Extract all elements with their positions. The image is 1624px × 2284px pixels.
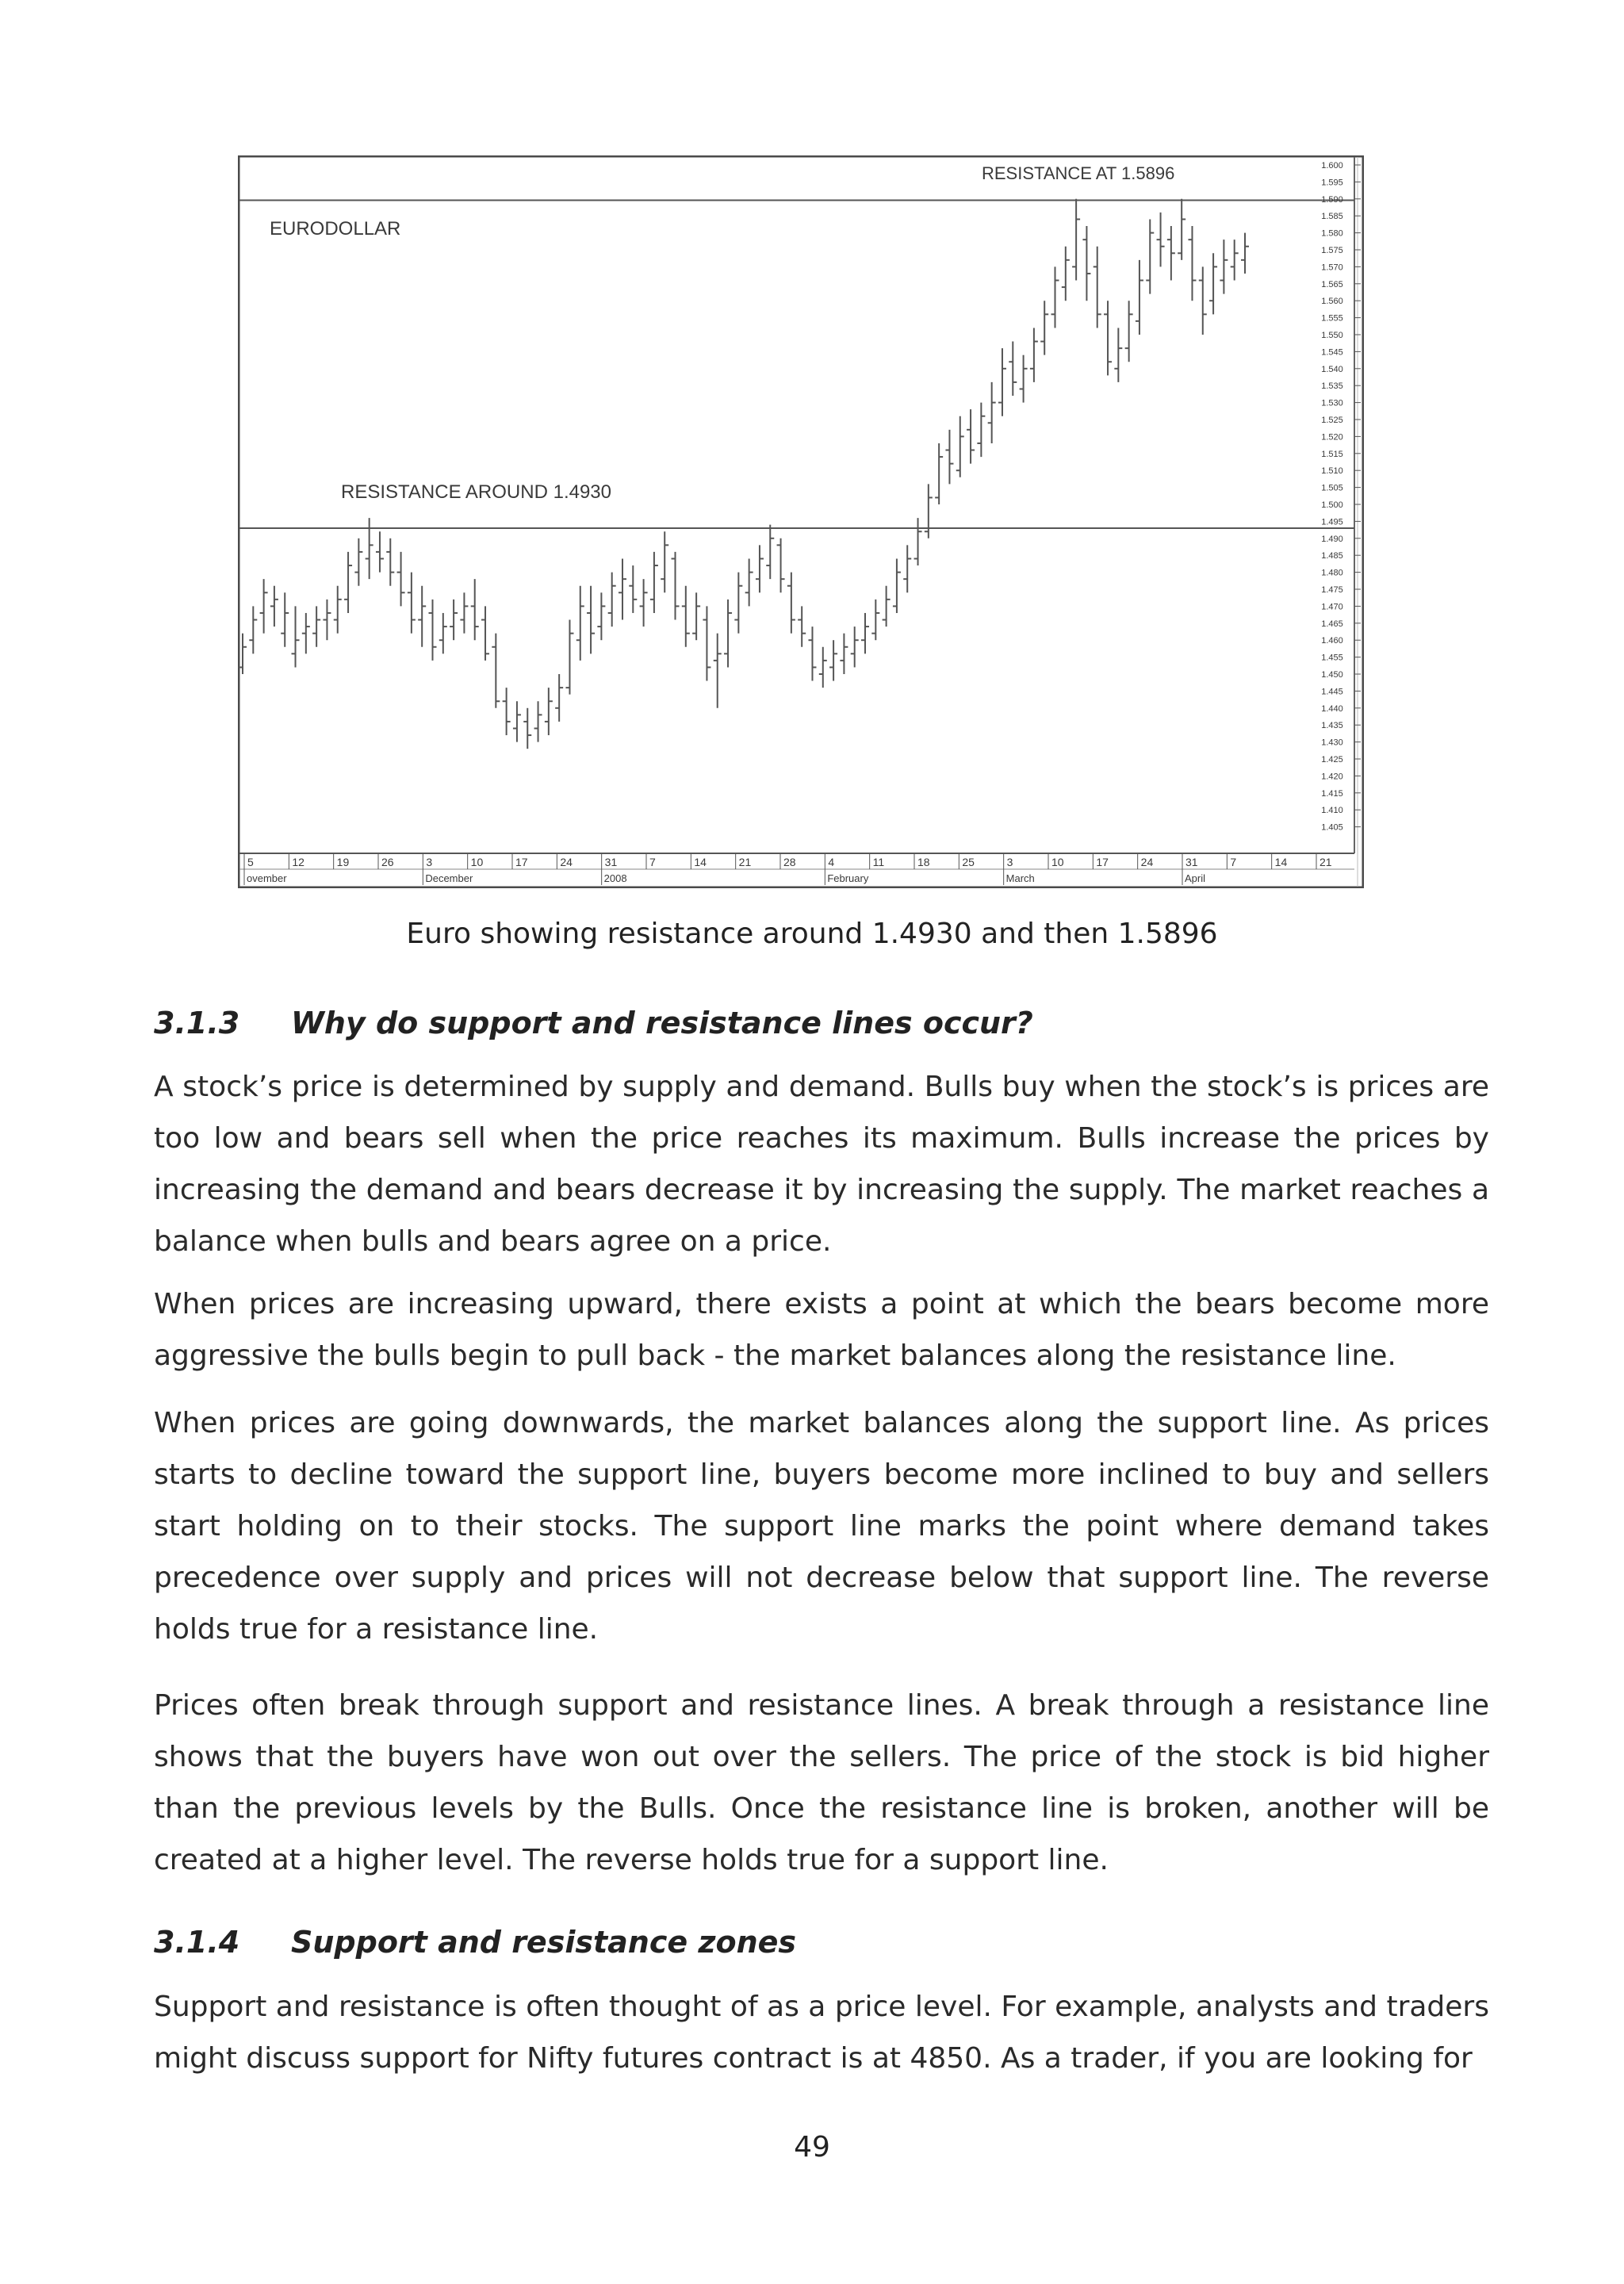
y-tick-label: 1.525 xyxy=(1321,416,1343,425)
x-day-label: 7 xyxy=(1230,856,1237,868)
y-tick-label: 1.480 xyxy=(1321,568,1343,578)
x-day-label: 11 xyxy=(872,856,885,868)
y-tick-label: 1.565 xyxy=(1321,279,1343,289)
y-tick-label: 1.550 xyxy=(1321,331,1343,340)
y-tick-label: 1.500 xyxy=(1321,500,1343,510)
x-month-label: ovember xyxy=(247,872,287,884)
section-heading-3-1-4 xyxy=(154,1922,1486,1962)
paragraph: When prices are increasing upward, there exists a point at which the bears become more aggressive the bulls begin to pull back - the market balances along the resistance line. xyxy=(154,1288,1489,1372)
y-tick-label: 1.430 xyxy=(1321,738,1343,748)
x-day-label: 21 xyxy=(1320,856,1332,868)
x-day-label: 3 xyxy=(1006,856,1013,868)
price-chart xyxy=(238,155,1364,888)
x-day-label: 31 xyxy=(604,856,618,868)
y-tick-label: 1.465 xyxy=(1321,619,1343,629)
y-tick-label: 1.425 xyxy=(1321,755,1343,765)
y-tick-label: 1.510 xyxy=(1321,466,1343,477)
y-tick-label: 1.475 xyxy=(1321,585,1343,595)
paragraph: Support and resistance is often thought of as a price level. For example, analysts and traders might discuss support for Nifty futures contract is at 4850. As a trader, if you are looking for xyxy=(154,1991,1489,2075)
x-day-label: 12 xyxy=(292,856,304,868)
paragraph: When prices are going downwards, the market balances along the support line. As prices starts to decline toward the support line, buyers become more inclined to buy and sellers start holding on to their stocks. The support line marks the point where demand takes precedence over supply and prices will not decrease below that support line. The reverse holds true for a resistance line. xyxy=(154,1407,1489,1646)
y-tick-label: 1.570 xyxy=(1321,263,1343,273)
section-title: Support and resistance zones xyxy=(291,1925,797,1960)
x-month-label: 2008 xyxy=(603,872,627,884)
y-tick-label: 1.420 xyxy=(1321,772,1343,782)
section-heading-3-1-3 xyxy=(154,1003,1486,1043)
paragraph: Prices often break through support and resistance lines. A break through a resistance line shows that the buyers have won out over the sellers. The price of the stock is bid higher than the previous levels by the Bulls. Once the resistance line is broken, another will be created at a higher level. The reverse holds true for a support line. xyxy=(154,1689,1489,1876)
y-tick-label: 1.435 xyxy=(1321,721,1343,731)
x-month-label: December xyxy=(425,872,473,884)
x-day-label: 24 xyxy=(1140,856,1154,868)
y-tick-label: 1.455 xyxy=(1321,653,1343,663)
section-number: 3.1.4 xyxy=(154,1925,240,1960)
y-tick-label: 1.555 xyxy=(1321,313,1343,324)
figure-caption: Euro showing resistance around 1.4930 and then 1.5896 xyxy=(406,918,1218,950)
x-day-label: 5 xyxy=(247,856,254,868)
y-tick-label: 1.410 xyxy=(1321,806,1343,816)
x-day-label: 28 xyxy=(783,856,796,868)
y-tick-label: 1.415 xyxy=(1321,788,1343,799)
y-tick-label: 1.515 xyxy=(1321,449,1343,459)
y-tick-label: 1.460 xyxy=(1321,636,1343,646)
x-day-label: 14 xyxy=(1274,856,1288,868)
y-tick-label: 1.590 xyxy=(1321,194,1343,205)
x-month-label: April xyxy=(1185,872,1206,884)
x-day-label: 7 xyxy=(649,856,656,868)
y-tick-label: 1.560 xyxy=(1321,297,1343,307)
x-day-label: 24 xyxy=(560,856,573,868)
x-day-label: 21 xyxy=(738,856,752,868)
x-day-label: 31 xyxy=(1185,856,1198,868)
page-number: 49 xyxy=(794,2131,830,2163)
x-day-label: 4 xyxy=(828,856,835,868)
paragraph: A stock’s price is determined by supply and demand. Bulls buy when the stock’s is prices are too low and bears sell when the price reaches its maximum. Bulls increase the prices by increasing the demand and bears decrease it by increasing the supply. The market reaches a balance when bulls and bears agree on a price. xyxy=(154,1071,1489,1258)
x-month-label: February xyxy=(827,872,869,884)
x-day-label: 14 xyxy=(694,856,707,868)
section-number: 3.1.3 xyxy=(154,1006,240,1040)
x-day-label: 3 xyxy=(426,856,433,868)
y-tick-label: 1.580 xyxy=(1321,228,1343,239)
resistance-lower-label: RESISTANCE AROUND 1.4930 xyxy=(341,481,612,503)
section-title: Why do support and resistance lines occur? xyxy=(291,1006,1033,1040)
instrument-label: EURODOLLAR xyxy=(270,218,401,240)
y-tick-label: 1.495 xyxy=(1321,517,1343,527)
y-tick-label: 1.545 xyxy=(1321,347,1343,358)
y-tick-label: 1.450 xyxy=(1321,670,1343,680)
eurodollar-chart-figure xyxy=(238,155,1364,888)
y-tick-label: 1.585 xyxy=(1321,212,1343,222)
y-tick-label: 1.535 xyxy=(1321,381,1343,392)
x-day-label: 17 xyxy=(1096,856,1109,868)
y-tick-label: 1.470 xyxy=(1321,602,1343,612)
x-day-label: 26 xyxy=(381,856,394,868)
y-tick-label: 1.595 xyxy=(1321,178,1343,188)
x-day-label: 19 xyxy=(336,856,350,868)
y-tick-label: 1.520 xyxy=(1321,432,1343,443)
x-month-label: March xyxy=(1005,872,1035,884)
y-tick-label: 1.575 xyxy=(1321,246,1343,255)
y-tick-label: 1.440 xyxy=(1321,703,1343,714)
y-tick-label: 1.485 xyxy=(1321,551,1343,561)
y-tick-label: 1.600 xyxy=(1321,161,1343,171)
x-day-label: 10 xyxy=(470,856,484,868)
chart-frame xyxy=(239,156,1363,887)
x-day-label: 18 xyxy=(917,856,930,868)
y-tick-label: 1.530 xyxy=(1321,398,1343,408)
y-tick-label: 1.490 xyxy=(1321,534,1343,544)
y-tick-label: 1.540 xyxy=(1321,364,1343,374)
x-day-label: 17 xyxy=(515,856,528,868)
y-tick-label: 1.505 xyxy=(1321,483,1343,493)
resistance-upper-label: RESISTANCE AT 1.5896 xyxy=(982,163,1175,183)
y-tick-label: 1.445 xyxy=(1321,687,1343,697)
x-day-label: 25 xyxy=(962,856,975,868)
x-day-label: 10 xyxy=(1051,856,1064,868)
y-tick-label: 1.405 xyxy=(1321,822,1343,833)
